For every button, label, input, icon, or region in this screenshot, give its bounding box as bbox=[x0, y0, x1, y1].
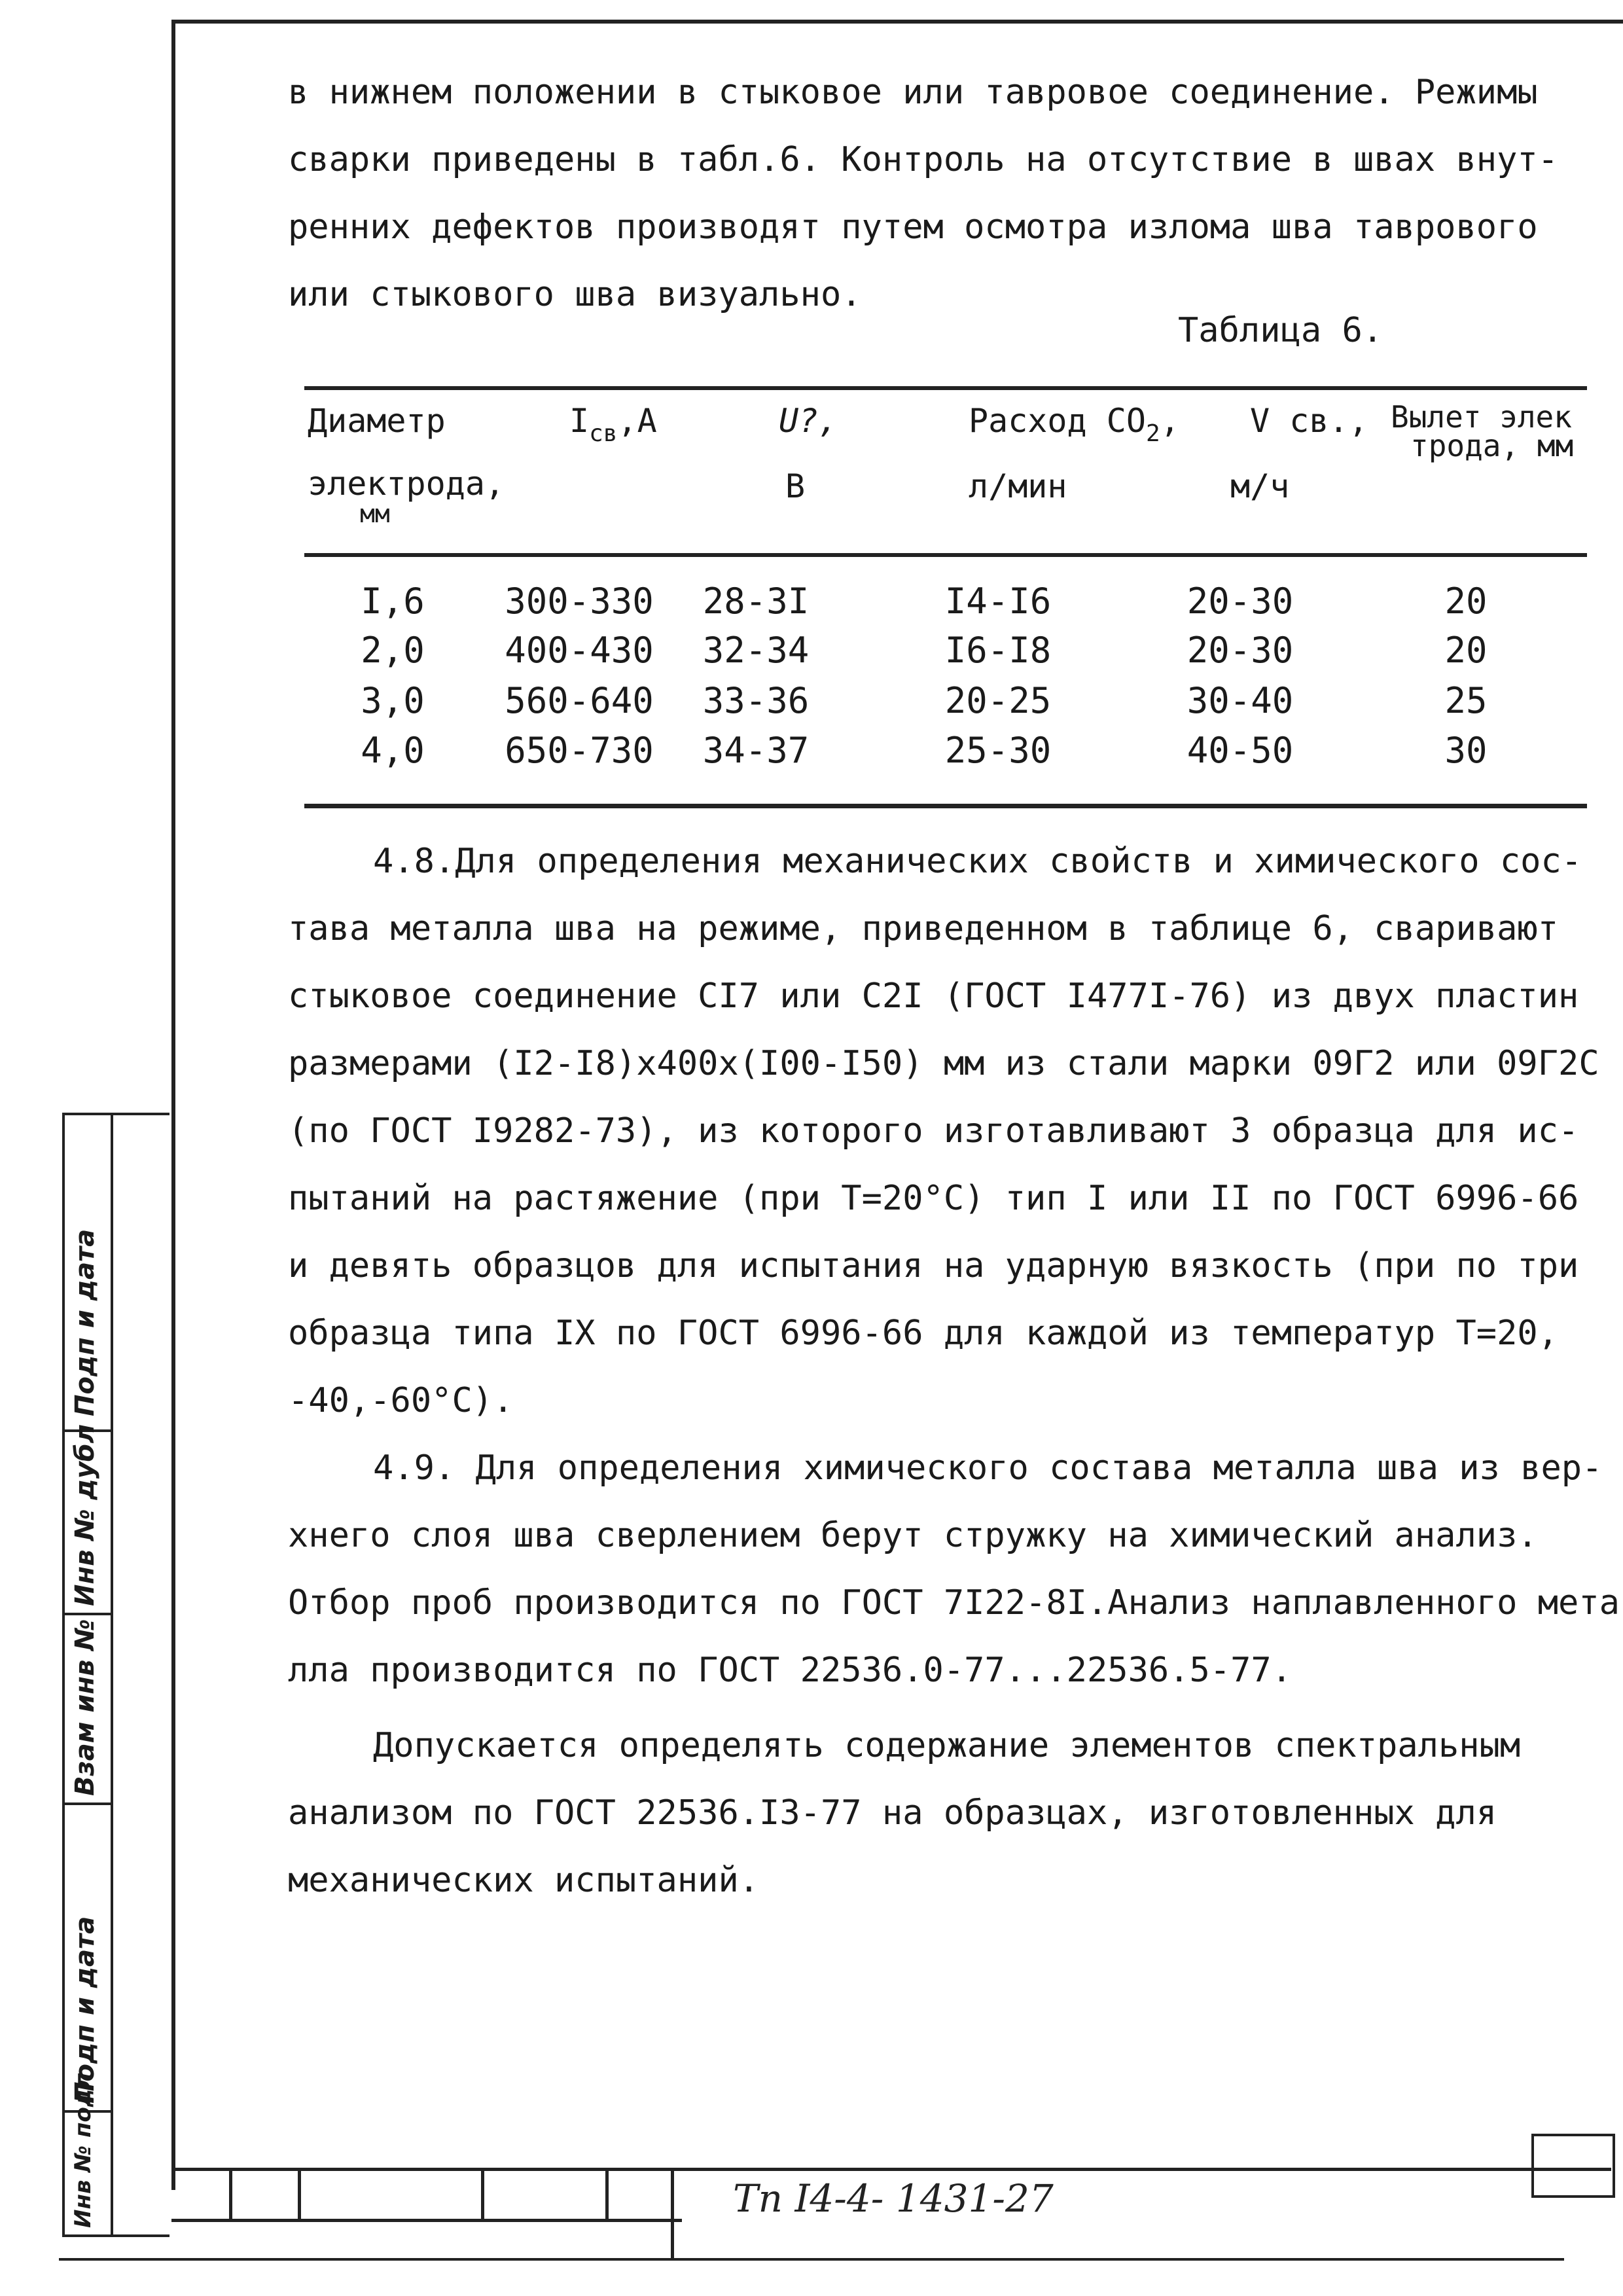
footer-divider bbox=[229, 2168, 232, 2220]
sheet-number-box bbox=[1531, 2134, 1615, 2198]
text-line: 4.9. Для определения химического состава металла шва из вер- bbox=[373, 1448, 1603, 1488]
table-cell: 4,0 bbox=[361, 730, 425, 771]
table-cell: 34-37 bbox=[702, 730, 810, 771]
footer-divider bbox=[605, 2168, 609, 2220]
intro-paragraph bbox=[288, 59, 1590, 329]
header-diameter: Диаметр электрода, мм bbox=[308, 402, 505, 528]
footer-divider bbox=[481, 2168, 484, 2220]
table-cell: 28-3I bbox=[702, 581, 810, 622]
strip-cell bbox=[65, 1424, 111, 1615]
strip-label: Подп и дата bbox=[70, 1916, 100, 2104]
text-line: тава металла шва на режиме, приведенном в таблице 6, сваривают bbox=[288, 909, 1559, 948]
footer-divider bbox=[298, 2168, 301, 2220]
strip-label: Подп и дата bbox=[70, 1229, 100, 1416]
strip-divider bbox=[111, 1115, 113, 2234]
text-line: Допускается определять содержание элементов спектральным bbox=[373, 1726, 1521, 1765]
header-stickout: Вылет элек трода, мм bbox=[1391, 399, 1574, 463]
table-cell: 650-730 bbox=[505, 730, 654, 771]
text-line: лла производится по ГОСТ 22536.0-77...22536.5-77. bbox=[288, 1651, 1293, 1690]
table-cell: 30 bbox=[1444, 730, 1488, 771]
header-speed-unit: м/ч bbox=[1230, 467, 1290, 505]
table-cell: 2,0 bbox=[361, 630, 425, 671]
text-line: или стыкового шва визуально. bbox=[288, 275, 862, 314]
text-line: стыковое соединение CI7 или C2I (ГОСТ I477I-76) из двух пластин bbox=[288, 977, 1579, 1016]
strip-cell bbox=[65, 1613, 111, 1805]
text-line: -40,-60°C). bbox=[288, 1381, 514, 1420]
table-cell: 30-40 bbox=[1186, 680, 1294, 721]
text-line: анализом по ГОСТ 22536.I3-77 на образцах, изготовленных для bbox=[288, 1793, 1497, 1833]
table-bottom-rule bbox=[304, 804, 1587, 808]
header-co2: Расход $CO_2$, bbox=[969, 402, 1180, 447]
strip-label: Взам инв № bbox=[70, 1619, 100, 1796]
table-cell: I6-I8 bbox=[944, 630, 1052, 671]
table-cell: 20-25 bbox=[944, 680, 1052, 721]
table-cell: 20 bbox=[1444, 581, 1488, 622]
header-voltage: U?, bbox=[779, 402, 838, 440]
strip-label: Инв № подл bbox=[70, 2072, 96, 2228]
strip-cell bbox=[65, 2072, 111, 2232]
table-cell: 300-330 bbox=[505, 581, 654, 622]
text-line: 4.8.Для определения механических свойств и химического сос- bbox=[373, 842, 1582, 881]
footer-top-rule bbox=[171, 2168, 1611, 2171]
table-header-rule bbox=[304, 553, 1587, 557]
table-caption: Таблица 6. bbox=[1178, 311, 1383, 350]
text-line: ренних дефектов производят путем осмотра излома шва таврового bbox=[288, 207, 1538, 247]
text-line: механических испытаний. bbox=[288, 1861, 760, 1900]
table-cell: 40-50 bbox=[1186, 730, 1294, 771]
footer-bottom-rule bbox=[59, 2258, 1564, 2261]
footer-divider bbox=[671, 2168, 674, 2259]
header-speed: V св., bbox=[1250, 402, 1368, 440]
strip-label: Инв № дубл bbox=[70, 1424, 100, 1606]
document-code: Тп I4-4- 1431-27 bbox=[733, 2176, 1054, 2221]
text-line: в нижнем положении в стыковое или тавровое соединение. Режимы bbox=[288, 73, 1538, 112]
text-line: сварки приведены в табл.6. Контроль на отсутствие в швах внут- bbox=[288, 140, 1559, 179]
text-line: Отбор проб производится по ГОСТ 7I22-8I.Анализ наплавленного мета bbox=[288, 1583, 1620, 1623]
table-cell: 25 bbox=[1444, 680, 1488, 721]
body-paragraphs bbox=[288, 828, 1620, 1914]
table-cell: 32-34 bbox=[702, 630, 810, 671]
text-line: хнего слоя шва сверлением берут стружку на химический анализ. bbox=[288, 1516, 1538, 1555]
strip-cell bbox=[65, 1115, 111, 1432]
table-cell: 560-640 bbox=[505, 680, 654, 721]
table-cell: I,6 bbox=[361, 581, 425, 622]
text-line: (по ГОСТ I9282-73), из которого изготавливают 3 образца для ис- bbox=[288, 1111, 1579, 1151]
table-top-rule bbox=[304, 386, 1587, 390]
table-cell: 20 bbox=[1444, 630, 1488, 671]
table-cell: 20-30 bbox=[1186, 581, 1294, 622]
table-cell: I4-I6 bbox=[944, 581, 1052, 622]
text-line: образца типа IX по ГОСТ 6996-66 для каждой из температур T=20, bbox=[288, 1314, 1559, 1353]
table-cell: 20-30 bbox=[1186, 630, 1294, 671]
table-cell: 33-36 bbox=[702, 680, 810, 721]
header-current: $I_{св},А$ bbox=[569, 402, 657, 447]
text-line: размерами (I2-I8)x400x(I00-I50) мм из стали марки 09Г2 или 09Г2С bbox=[288, 1044, 1599, 1083]
table-cell: 3,0 bbox=[361, 680, 425, 721]
text-line: и девять образцов для испытания на ударную вязкость (при по три bbox=[288, 1246, 1579, 1285]
strip-cell bbox=[65, 1803, 111, 2113]
registration-strip bbox=[62, 1113, 169, 2237]
table-cell: 25-30 bbox=[944, 730, 1052, 771]
header-co2-unit: л/мин bbox=[969, 467, 1067, 505]
header-voltage-unit: В bbox=[785, 467, 806, 505]
text-line: пытаний на растяжение (при T=20°C) тип I или II по ГОСТ 6996-66 bbox=[288, 1179, 1579, 1218]
table-cell: 400-430 bbox=[505, 630, 654, 671]
